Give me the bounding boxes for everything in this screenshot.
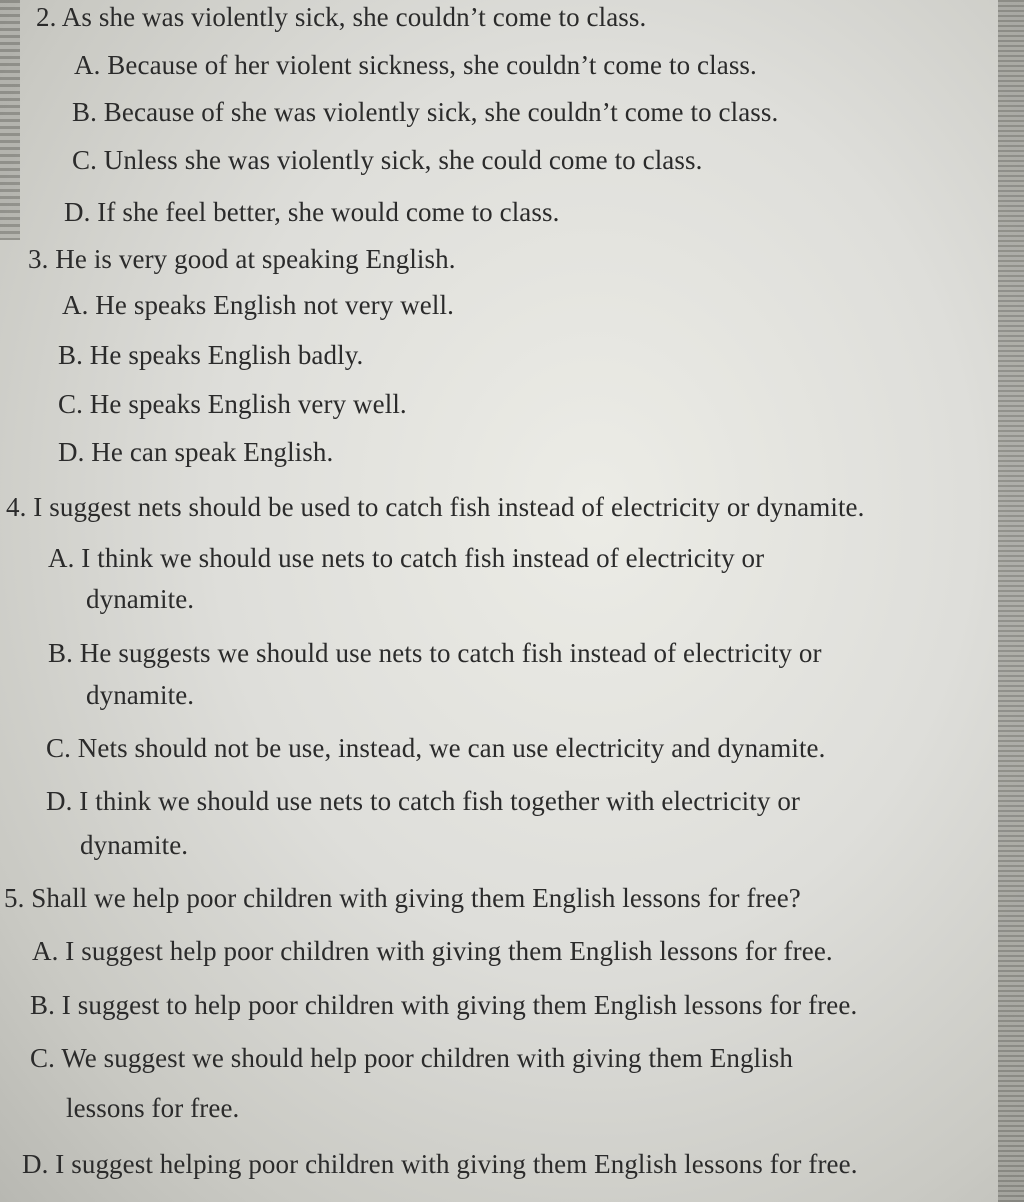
question-5-stem: 5. Shall we help poor children with giving them English lessons for free? xyxy=(4,883,801,913)
question-4-stem: 4. I suggest nets should be used to catch fish instead of electricity or dynamite. xyxy=(6,492,865,522)
question-2-option-b: B. Because of she was violently sick, she couldn’t come to class. xyxy=(72,97,779,127)
question-4-option-a-continued: dynamite. xyxy=(86,584,195,614)
question-2-option-c: C. Unless she was violently sick, she could come to class. xyxy=(72,145,703,175)
question-3-stem: 3. He is very good at speaking English. xyxy=(28,244,456,274)
question-5-option-c-continued: lessons for free. xyxy=(66,1093,240,1123)
question-2-stem: 2. As she was violently sick, she couldn’t come to class. xyxy=(36,2,647,32)
question-3-option-c: C. He speaks English very well. xyxy=(58,389,407,419)
question-4-option-b: B. He suggests we should use nets to catch fish instead of electricity or xyxy=(48,638,822,668)
question-4-option-a: A. I think we should use nets to catch fish instead of electricity or xyxy=(48,543,765,573)
question-3-option-b: B. He speaks English badly. xyxy=(58,340,364,370)
question-5-option-b: B. I suggest to help poor children with giving them English lessons for free. xyxy=(30,990,858,1020)
question-2-option-a: A. Because of her violent sickness, she couldn’t come to class. xyxy=(74,50,757,80)
question-3-option-d: D. He can speak English. xyxy=(58,437,334,467)
question-4-option-d-continued: dynamite. xyxy=(80,830,189,860)
page-right-edge xyxy=(998,0,1024,1202)
question-5-option-a: A. I suggest help poor children with giving them English lessons for free. xyxy=(32,936,833,966)
question-4-option-d: D. I think we should use nets to catch fish together with electricity or xyxy=(46,786,801,816)
question-5-option-d: D. I suggest helping poor children with giving them English lessons for free. xyxy=(22,1149,858,1179)
question-5-option-c: C. We suggest we should help poor children with giving them English xyxy=(30,1043,793,1073)
question-3-option-a: A. He speaks English not very well. xyxy=(62,290,454,320)
page-left-edge xyxy=(0,0,20,240)
question-4-option-c: C. Nets should not be use, instead, we can use electricity and dynamite. xyxy=(46,733,826,763)
question-4-option-b-continued: dynamite. xyxy=(86,680,195,710)
question-2-option-d: D. If she feel better, she would come to class. xyxy=(64,197,560,227)
